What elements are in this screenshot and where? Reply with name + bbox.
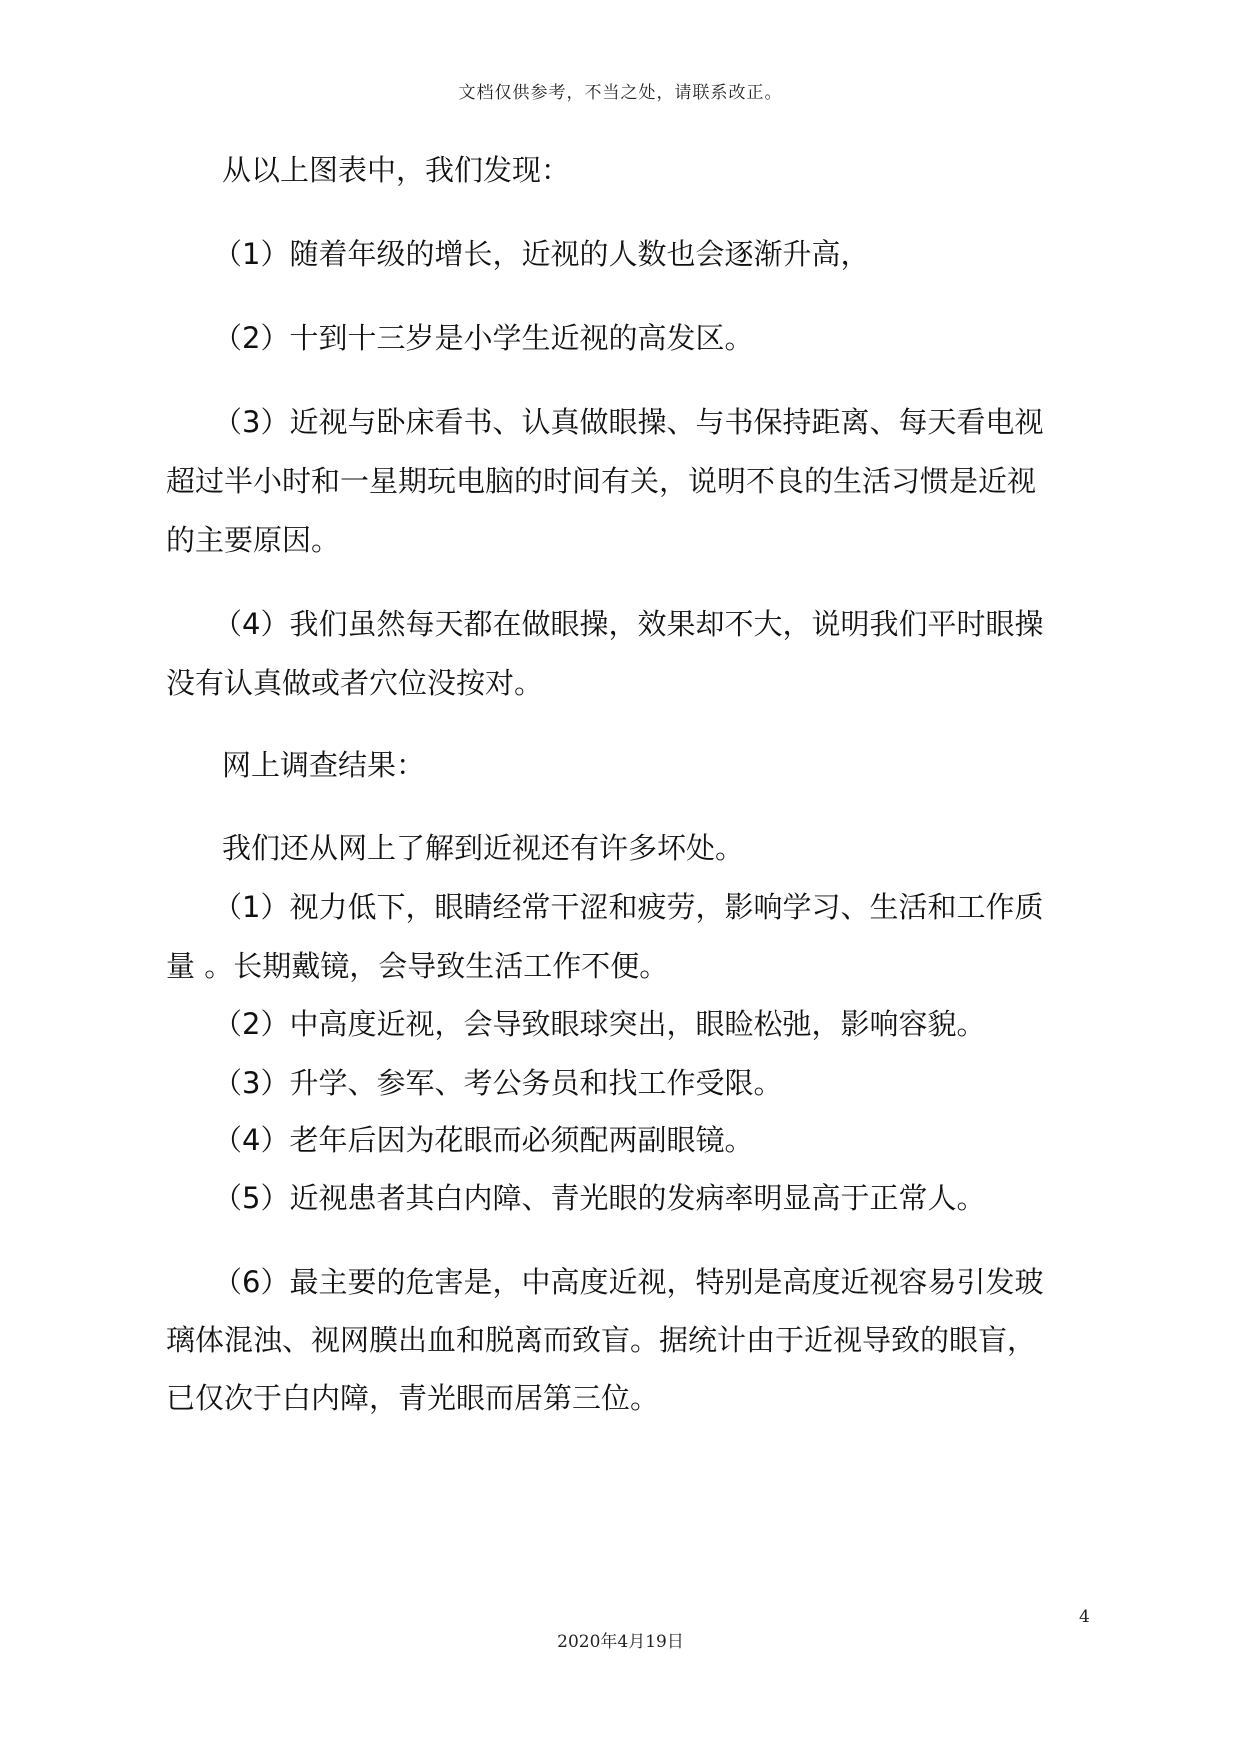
online-survey-intro: 我们还从网上了解到近视还有许多坏处。 [222, 831, 745, 865]
harm-2: （2）中高度近视，会导致眼球突出，眼睑松弛，影响容貌。 [213, 1007, 986, 1041]
harm-4: （4）老年后因为花眼而必须配两副眼镜。 [213, 1123, 754, 1157]
finding-4-line-2: 没有认真做或者穴位没按对。 [166, 666, 544, 700]
finding-3-line-3: 的主要原因。 [166, 523, 341, 557]
finding-3-line-2: 超过半小时和一星期玩电脑的时间有关，说明不良的生活习惯是近视 [166, 464, 1037, 498]
finding-1: （1）随着年级的增长，近视的人数也会逐渐升高， [213, 237, 870, 271]
finding-2: （2）十到十三岁是小学生近视的高发区。 [213, 321, 754, 355]
footer-date: 2020年4月19日 [557, 1632, 684, 1652]
finding-4-line-1: （4）我们虽然每天都在做眼操，效果却不大，说明我们平时眼操 [213, 607, 1044, 641]
harm-3: （3）升学、参军、考公务员和找工作受限。 [213, 1066, 783, 1100]
harm-5: （5）近视患者其白内障、青光眼的发病率明显高于正常人。 [213, 1181, 986, 1215]
harm-1-line-2: 量 。长期戴镜，会导致生活工作不便。 [166, 949, 669, 983]
harm-6-line-2: 璃体混浊、视网膜出血和脱离而致盲。据统计由于近视导致的眼盲， [166, 1323, 1037, 1357]
harm-6-line-1: （6）最主要的危害是，中高度近视，特别是高度近视容易引发玻 [213, 1265, 1044, 1299]
paragraph-intro: 从以上图表中，我们发现： [222, 153, 571, 187]
online-survey-heading: 网上调查结果： [222, 748, 426, 782]
harm-6-line-3: 已仅次于白内障，青光眼而居第三位。 [166, 1381, 660, 1415]
page-number: 4 [1079, 1607, 1090, 1627]
document-header-note: 文档仅供参考，不当之处，请联系改正。 [458, 83, 783, 103]
finding-3-line-1: （3）近视与卧床看书、认真做眼操、与书保持距离、每天看电视 [213, 405, 1044, 439]
harm-1-line-1: （1）视力低下，眼睛经常干涩和疲劳，影响学习、生活和工作质 [213, 890, 1044, 924]
